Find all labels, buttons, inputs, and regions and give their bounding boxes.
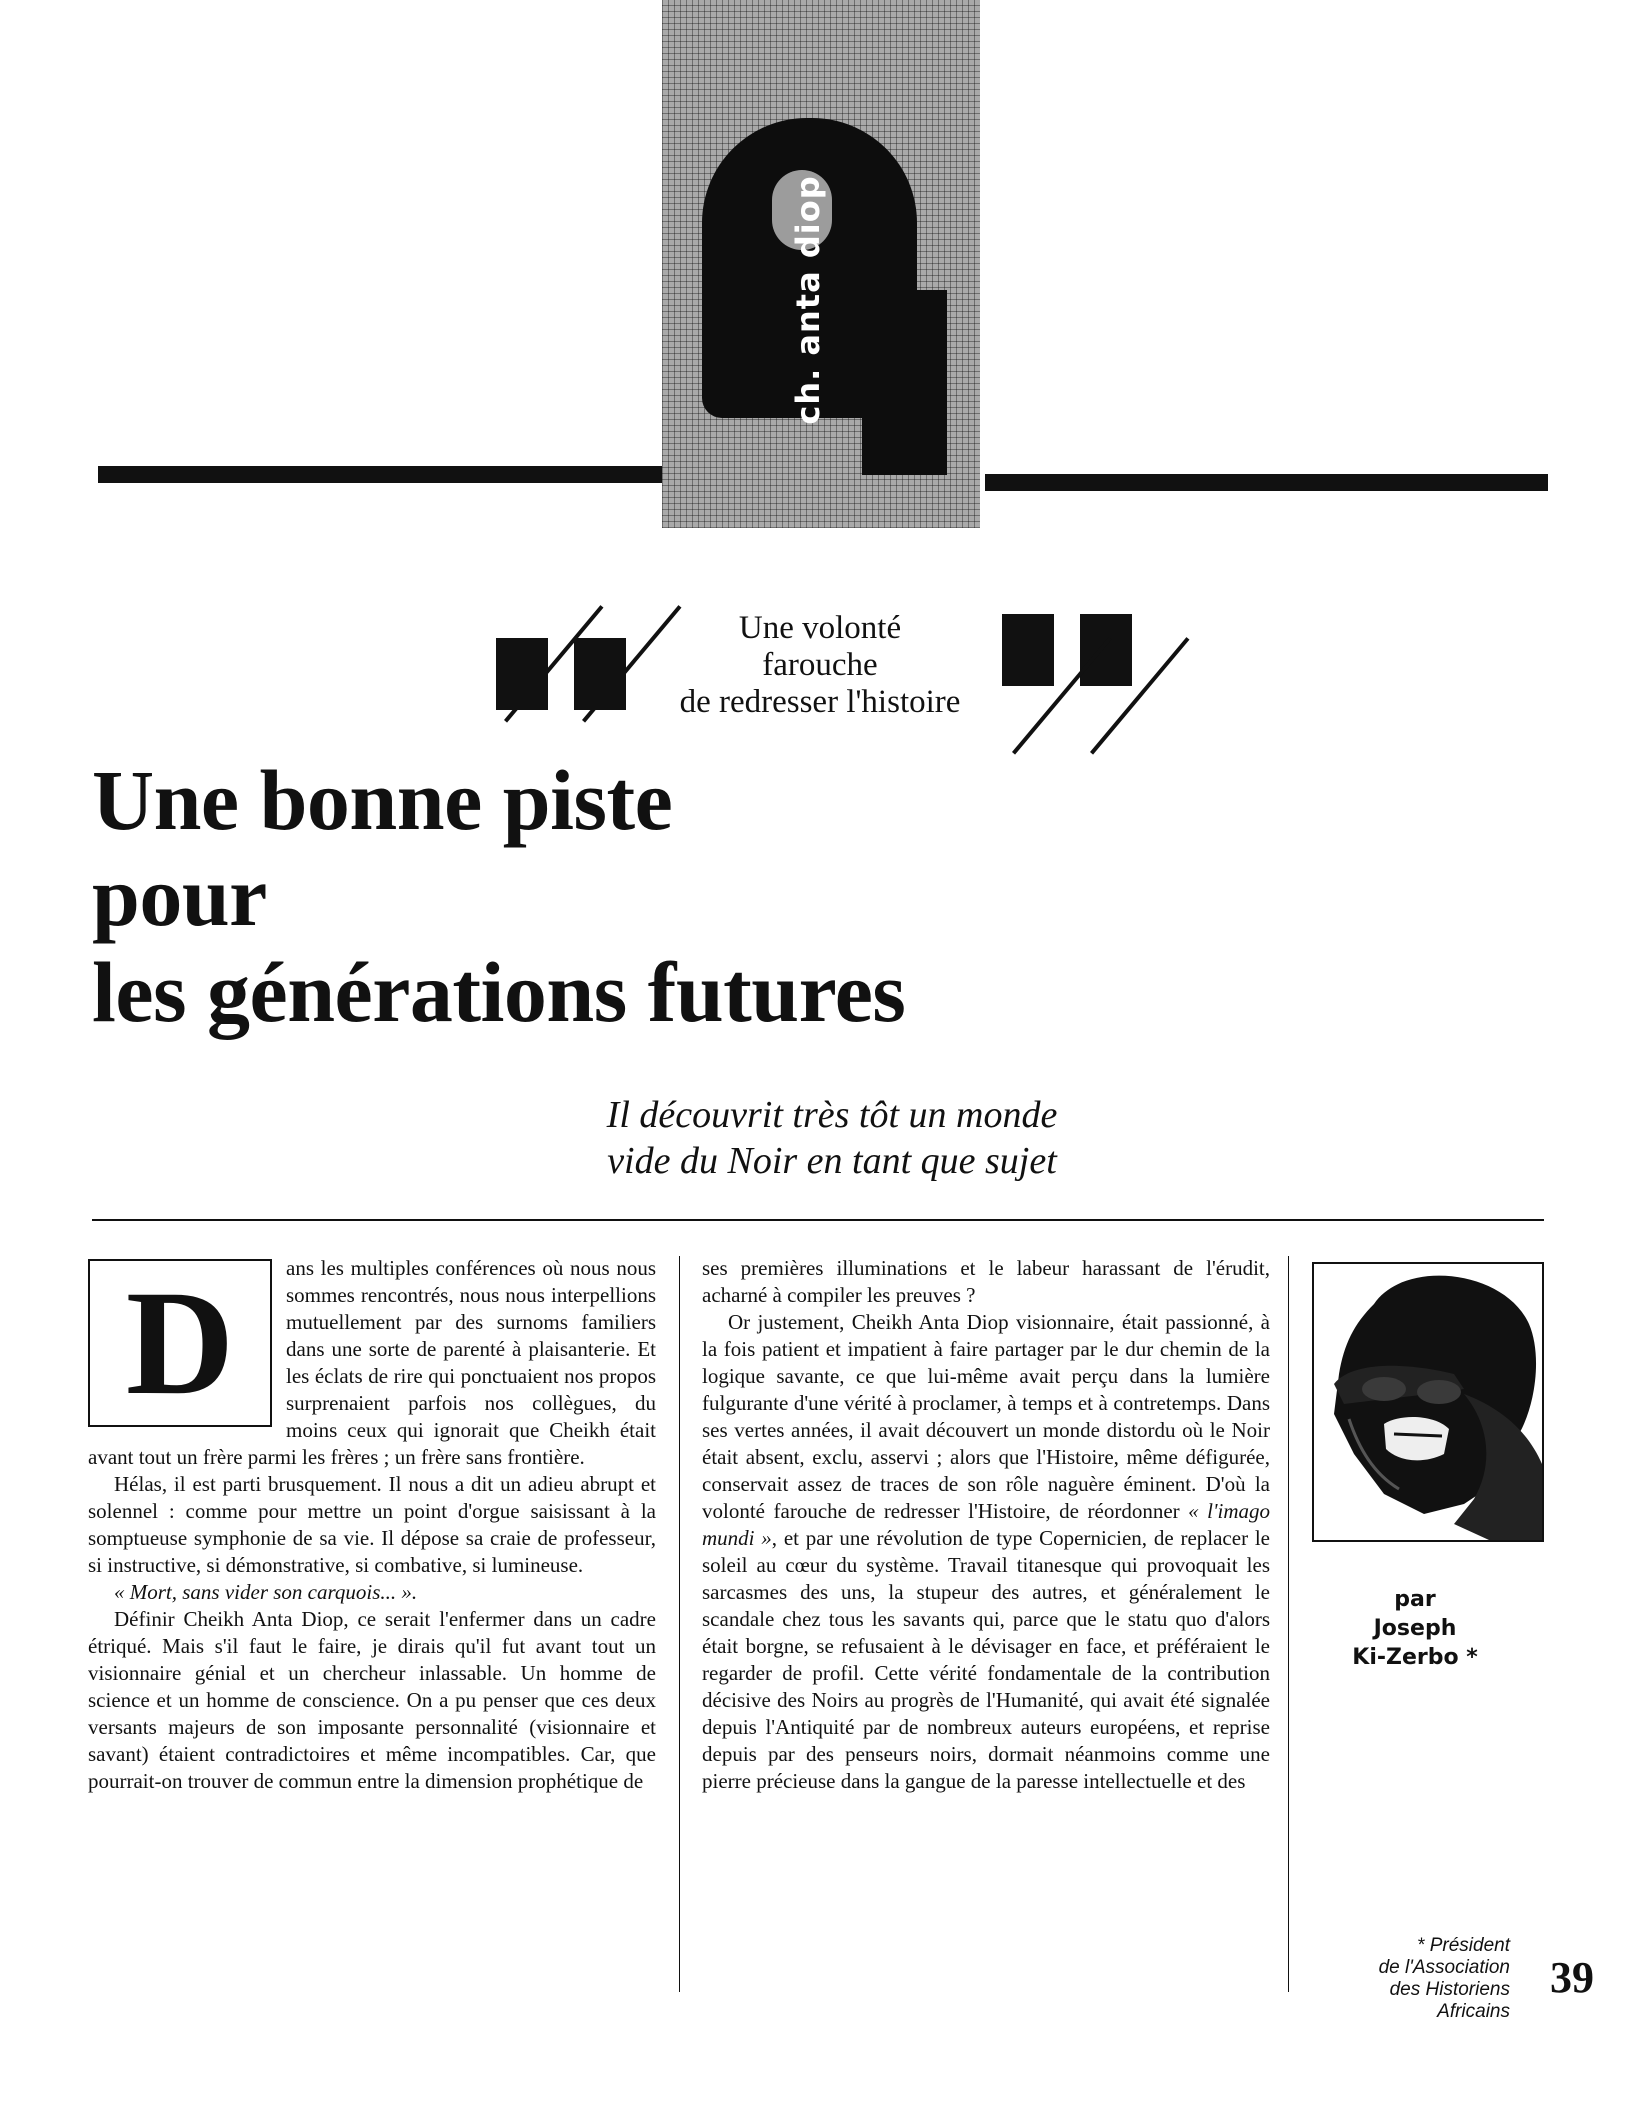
pull-quote-line: Une volonté [738,610,902,646]
byline-line: par [1394,1587,1436,1612]
author-portrait-image [1314,1264,1542,1540]
paragraph-text: , et par une révolution de type Copernicien, de replacer le soleil au cœur du système. Travail titanesque qui provoquait les sarcasmes des uns, la stupeur des autres, et généralement le scandale chez tous les savants qui, parce que le statu quo d'alors était borgne, se refusaient à le dévisager en face, et préféraient le regarder de profil. Cette vérité fondamentale de la contribution décisive des Noirs au progrès de l'Humanité, qui avait été signalée depuis l'Antiquité par de nombreux auteurs européens, et reprise depuis par des penseurs noirs, dormait néanmoins comme une pierre précieuse dans la gangue de la paresse intellectuelle et des [702,1526,1271,1793]
title-rule [92,1219,1544,1221]
close-quote-block-2 [1080,614,1132,686]
paragraph: ans les multiples conférences où nous nous sommes rencontrés, nous nous interpellions mutuellement par des surnoms familiers dans une sorte de parenté à plaisanterie. Et les éclats de rire qui ponctuaient nos propos surprenaient parfois nos collègues, du moins ceux qui ignorait que Cheikh était avant tout un frère parmi les frères ; un frère sans frontière. [88,1256,656,1469]
subtitle-line: Il découvrit très tôt un monde [606,1094,1058,1136]
italic-phrase: « l'imago mundi » [702,1499,1271,1550]
header-graphic-stem [862,290,947,475]
author-photo [1312,1262,1544,1542]
column-divider [679,1256,680,1992]
section-label-text: ch. anta diop [789,175,827,425]
close-quote-mark [1000,612,1160,762]
headline-line: Une bonne piste [92,752,673,848]
column-divider [1288,1256,1289,1992]
drop-cap: D [88,1259,272,1427]
author-footnote [1310,1935,1510,2023]
headline [92,752,1192,1040]
subtitle [522,1092,1142,1184]
paragraph: ses premières illuminations et le labeur harassant de l'érudit, acharné à compiler les preuves ? [702,1256,1270,1307]
page-number: 39 [1550,1953,1594,2002]
footnote-line: Africains [1437,2001,1510,2022]
pull-quote [600,610,1040,721]
paragraph [702,1309,1270,1795]
pull-quote-line: de redresser l'histoire [679,684,961,720]
article-column-2 [702,1255,1270,1795]
author-name: Ki-Zerbo * [1352,1645,1478,1670]
footnote-line: * Président [1417,1935,1510,1956]
quote-paragraph: « Mort, sans vider son carquois... ». [114,1580,418,1604]
close-quote-block-1 [1002,614,1054,686]
paragraph: Hélas, il est parti brusquement. Il nous a dit un adieu abrupt et solennel : comme pour mettre un point d'orgue saisissant à la somptueuse symphonie de sa vie. Il dépose sa craie de professeur, si instructive, si démonstrative, si combative, si lumineuse. [88,1472,656,1577]
author-name: Joseph [1373,1616,1457,1641]
header-rule-right [985,474,1548,491]
header-rule-left [98,466,662,483]
paragraph: Définir Cheikh Anta Diop, ce serait l'enfermer dans un cadre étriqué. Mais s'il faut le faire, je dirais qu'il fut avant tout un visionnaire génial et un chercheur inlassable. Un homme de science et un homme de conscience. On a pu penser que ces deux versants majeurs de son imposante personnalité (visionnaire et savant) étaient contradictoires et même incompatibles. Car, que pourrait-on trouver de commun entre la dimension prophétique de [88,1607,656,1793]
pull-quote-line: farouche [762,647,878,683]
article-column-1 [88,1255,656,1795]
subtitle-line: vide du Noir en tant que sujet [607,1140,1057,1182]
paragraph-text: Or justement, Cheikh Anta Diop visionnaire, était passionné, à la fois patient et impatient à faire partager par le dur chemin de la logique savante, ce que lui-même avait perçu dans la lumière fulgurante d'une vérité à proclamer, à temps et à contretemps. Dans ses vertes années, il avait découvert un monde distordu où le Noir était absent, exclu, asservi ; alors que l'Histoire, même défigurée, conservait assez de traces de son rôle naguère éminent. D'où la volonté farouche de redresser l'Histoire, de réordonner [702,1310,1270,1523]
headline-line: pour [92,848,267,944]
footnote-line: des Historiens [1389,1979,1510,2000]
open-quote-block-1 [496,638,548,710]
footnote-line: de l'Association [1378,1957,1510,1978]
byline [1300,1585,1530,1672]
headline-line: les générations futures [92,944,906,1040]
